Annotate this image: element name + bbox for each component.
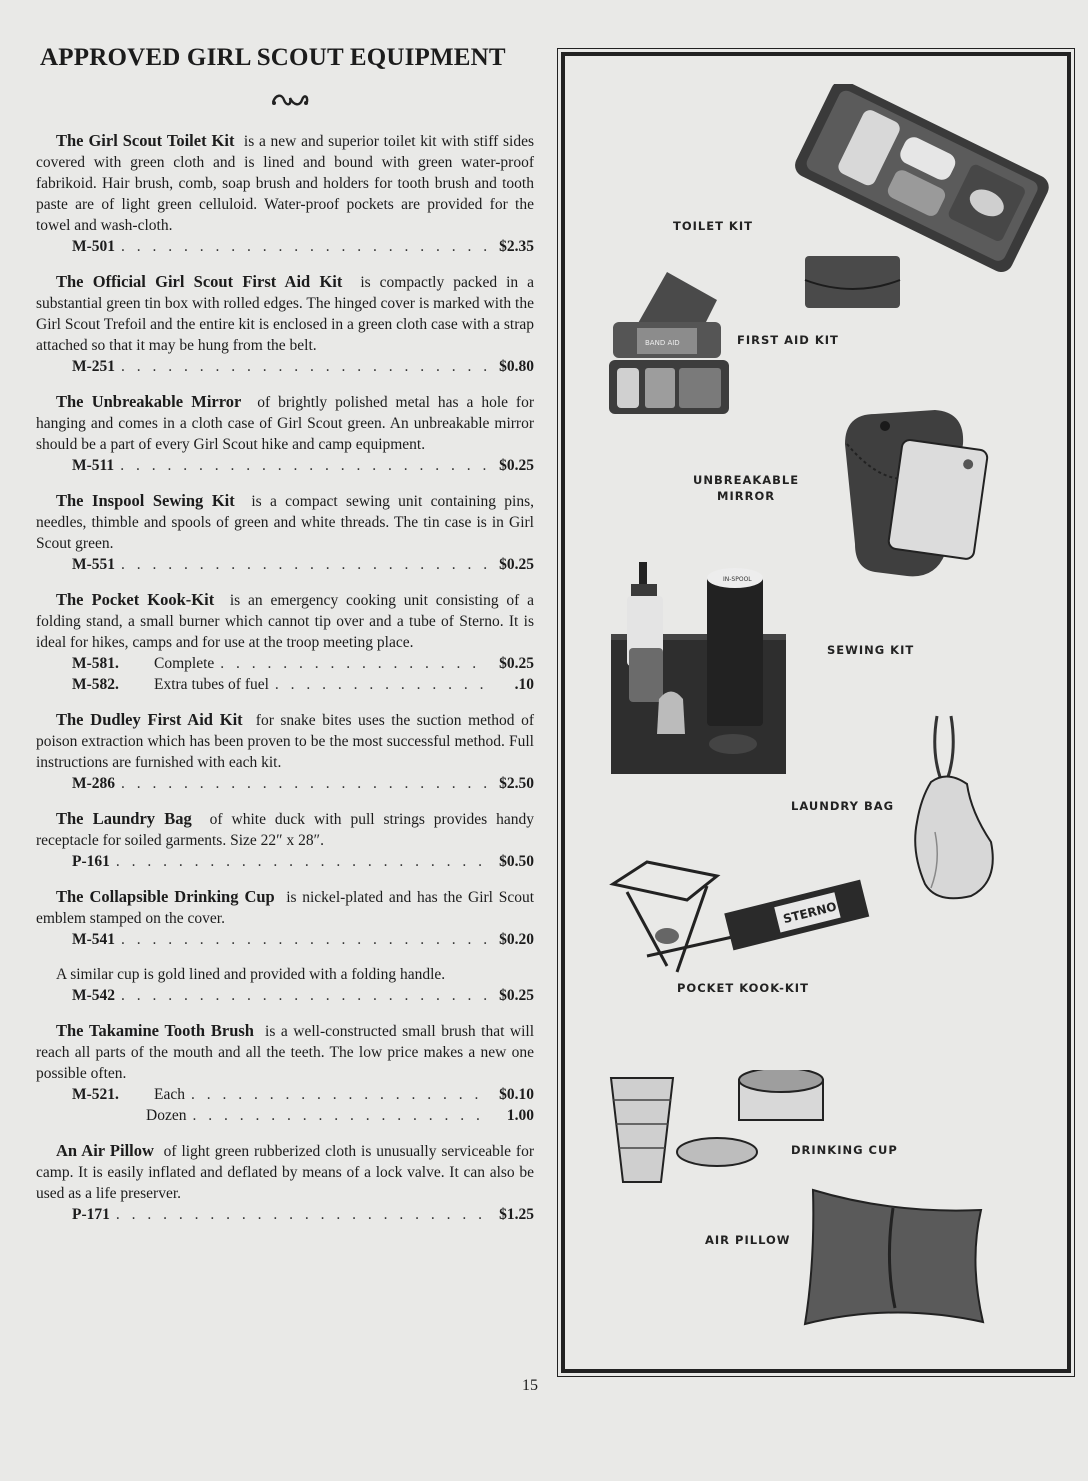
dot-leader: [121, 356, 488, 377]
caption-mirror-line-1: UNBREAKABLE: [693, 473, 800, 487]
illustration-panel: [561, 52, 1071, 1373]
product-name: The Inspool Sewing Kit: [56, 491, 235, 510]
product-name: The Girl Scout Toilet Kit: [56, 131, 235, 150]
product-name: The Official Girl Scout First Aid Kit: [56, 272, 343, 291]
product-entry: [36, 808, 534, 872]
product-description: [36, 709, 534, 773]
item-price: $0.10: [499, 1086, 534, 1103]
toilet-kit-image: [783, 84, 1063, 314]
product-description: [36, 808, 534, 851]
product-entry: [36, 490, 534, 575]
price-line: [36, 851, 534, 872]
product-entry: [36, 886, 534, 950]
product-description: [36, 589, 534, 653]
product-text: of white duck with pull strings provides handy receptacle for soiled garments. Size 22″ x 28″.: [36, 811, 535, 849]
item-code: M-286: [72, 775, 116, 792]
product-text: for snake bites uses the suction method of poison extraction which has been proven to be the most successful method. Full instructions are furnished with each kit.: [36, 712, 535, 771]
product-list: [36, 130, 534, 1239]
product-text: is a compact sewing unit containing pins, needles, thimble and spools of green and white threads. The tin case is in Girl Scout green.: [36, 493, 535, 552]
caption-mirror: [693, 472, 799, 504]
price-line: [36, 985, 534, 1006]
price-line: [36, 356, 534, 377]
ornament-icon: [270, 92, 310, 108]
product-name: The Collapsible Drinking Cup: [56, 887, 275, 906]
product-entry: [36, 709, 534, 794]
dot-leader: [121, 929, 488, 950]
caption-air-pillow: AIR PILLOW: [705, 1233, 791, 1247]
product-name: The Pocket Kook-Kit: [56, 590, 215, 609]
item-price: $0.25: [499, 655, 534, 672]
price-line: [36, 455, 534, 476]
dot-leader: [121, 985, 488, 1006]
product-name: The Takamine Tooth Brush: [56, 1021, 254, 1040]
dot-leader: [120, 455, 488, 476]
laundry-bag-image: [901, 712, 1001, 902]
item-variant: Dozen: [146, 1107, 187, 1124]
product-text: of brightly polished metal has a hole for hanging and comes in a cloth case of Girl Scout green. An unbreakable mirror should be a part of every Girl Scout hike and camp equipment.: [36, 394, 535, 453]
page-title: APPROVED GIRL SCOUT EQUIPMENT: [40, 44, 506, 71]
product-text: is an emergency cooking unit consisting of a folding stand, a small burner which cannot tip over and a tube of Sterno. It is ideal for hikes, camps and for use at the troop meeting place.: [36, 592, 534, 651]
price-line: [36, 1204, 534, 1225]
item-price: $0.20: [499, 931, 534, 948]
product-text: of light green rubberized cloth is unusually serviceable for camp. It is easily inflated and deflated by means of a lock valve. It can also be used as a life preserver.: [36, 1143, 534, 1202]
item-price: $2.50: [499, 775, 534, 792]
product-entry: [36, 589, 534, 695]
kook-kit-image: [607, 856, 877, 986]
item-price: $0.25: [499, 987, 534, 1004]
item-price: $0.80: [499, 358, 534, 375]
dot-leader: [275, 674, 488, 695]
product-text: A similar cup is gold lined and provided with a folding handle.: [56, 966, 446, 983]
caption-toilet-kit: TOILET KIT: [673, 219, 753, 233]
item-variant: Complete: [154, 655, 215, 672]
product-description: [36, 391, 534, 455]
product-description: [36, 1020, 534, 1084]
item-price: $0.25: [499, 556, 534, 573]
item-code: M-511: [72, 457, 115, 474]
product-description: [36, 130, 534, 236]
item-code: P-161: [72, 853, 110, 870]
dot-leader: [121, 236, 488, 257]
first-aid-kit-image: [607, 270, 747, 420]
product-text: is a new and superior toilet kit with stiff sides covered with green cloth and is lined and bound with green water-proof fabrikoid. Hair brush, comb, soap brush and holders for tooth brush and tooth paste are of light green celluloid. Water-proof pockets are provided for the towel and wash-cloth.: [36, 133, 534, 234]
caption-kook-kit: POCKET KOOK-KIT: [677, 981, 809, 995]
item-variant: Extra tubes of fuel: [154, 676, 269, 693]
item-price: $0.50: [499, 853, 534, 870]
price-line: [36, 1105, 534, 1126]
item-variant: Each: [154, 1086, 185, 1103]
product-entry: [36, 1140, 534, 1225]
product-entry: [36, 1020, 534, 1126]
product-name: The Dudley First Aid Kit: [56, 710, 243, 729]
item-code: M-521.: [72, 1086, 119, 1103]
product-text: is a well-constructed small brush that will reach all parts of the mouth and all the teeth. The low price makes a new one possible often.: [36, 1023, 535, 1082]
item-code: P-171: [72, 1206, 110, 1223]
product-description: [36, 1140, 534, 1204]
price-line: [36, 929, 534, 950]
dot-leader: [191, 1084, 488, 1105]
air-pillow-image: [793, 1182, 993, 1332]
product-entry: [36, 964, 534, 1006]
price-line: [36, 236, 534, 257]
product-entry: [36, 130, 534, 257]
dot-leader: [220, 653, 488, 674]
dot-leader: [121, 773, 488, 794]
first-aid-lid-text: BAND AID: [645, 339, 680, 347]
sewing-kit-image: [611, 544, 786, 784]
dot-leader: [192, 1105, 488, 1126]
item-code: M-551: [72, 556, 116, 573]
item-code: M-582.: [72, 676, 119, 693]
page-number: 15: [522, 1377, 538, 1394]
product-name: The Unbreakable Mirror: [56, 392, 242, 411]
item-price: .10: [514, 676, 534, 693]
product-description: [36, 964, 534, 985]
product-description: [36, 886, 534, 929]
sterno-box-text: STERNO: [781, 899, 839, 927]
dot-leader: [121, 554, 488, 575]
product-entry: [36, 391, 534, 476]
product-text: is nickel-plated and has the Girl Scout emblem stamped on the cover.: [36, 889, 535, 927]
item-code: M-541: [72, 931, 116, 948]
item-code: M-251: [72, 358, 116, 375]
price-line: [36, 773, 534, 794]
caption-sewing-kit: SEWING KIT: [827, 643, 915, 657]
product-name: An Air Pillow: [56, 1141, 154, 1160]
item-price: $0.25: [499, 457, 534, 474]
drinking-cup-image: [607, 1070, 827, 1190]
product-text: is compactly packed in a substantial green tin box with rolled edges. The hinged cover is marked with the Girl Scout Trefoil and the entire kit is enclosed in a green cloth case with a strap attached so that it may be hung from the belt.: [36, 274, 534, 354]
dot-leader: [116, 1204, 488, 1225]
price-line: [36, 554, 534, 575]
product-entry: [36, 271, 534, 377]
caption-mirror-line-2: MIRROR: [717, 489, 776, 503]
price-line: [36, 1084, 534, 1105]
caption-drinking-cup: DRINKING CUP: [791, 1143, 898, 1157]
item-code: M-542: [72, 987, 116, 1004]
mirror-image: [835, 404, 995, 584]
product-description: [36, 271, 534, 356]
item-price: 1.00: [506, 1107, 534, 1124]
price-line: [36, 674, 534, 695]
price-line: [36, 653, 534, 674]
sewing-can-text: IN-SPOOL: [723, 576, 752, 583]
item-price: $2.35: [499, 238, 534, 255]
caption-first-aid-kit: FIRST AID KIT: [737, 333, 839, 347]
product-description: [36, 490, 534, 554]
caption-laundry-bag: LAUNDRY BAG: [791, 799, 895, 813]
product-name: The Laundry Bag: [56, 809, 192, 828]
item-price: $1.25: [499, 1206, 534, 1223]
dot-leader: [116, 851, 488, 872]
item-code: M-501: [72, 238, 116, 255]
item-code: M-581.: [72, 655, 119, 672]
